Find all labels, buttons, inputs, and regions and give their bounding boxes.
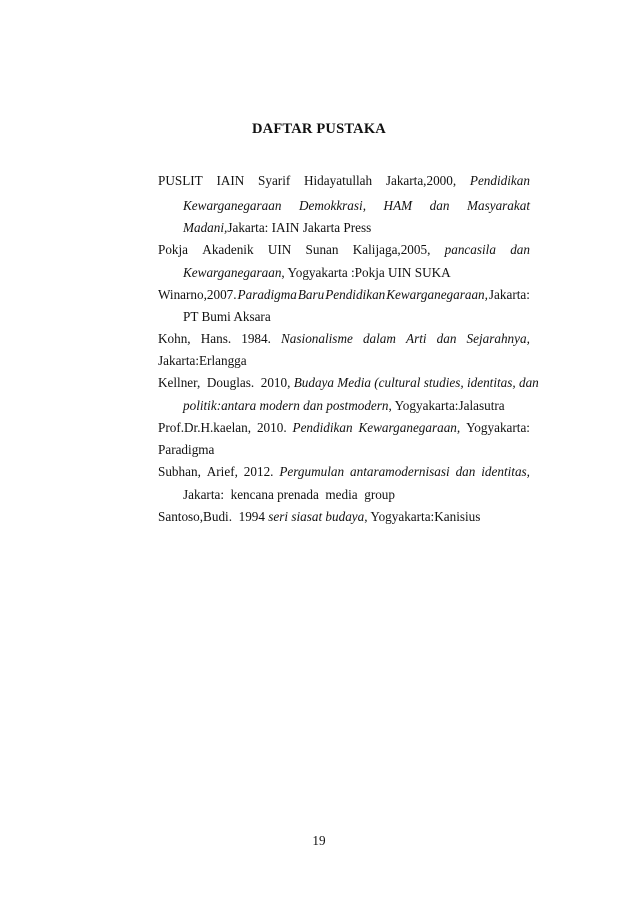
ref-author: Santoso,Budi. 1994 [158,509,269,524]
ref-title-word: dan [510,242,530,257]
reference-subhan-line-1 [158,464,530,480]
ref-word: 2012. [243,464,274,479]
ref-title-word: Nasionalisme [281,331,353,346]
reference-kellner-line-1 [158,375,539,391]
ref-publisher: Jakarta: IAIN Jakarta Press [227,220,372,235]
ref-title-word: Arti [406,331,427,346]
ref-title-word: seri siasat budaya [268,509,365,524]
ref-word: 2010. [256,420,287,435]
ref-word: Prof.Dr.H.kaelan, [158,420,252,435]
ref-title-word: identitas, [481,464,530,479]
reference-kellner-line-2 [183,398,505,414]
ref-title-word: antaramodernisasi [350,464,450,479]
ref-title-word: pancasila [444,242,496,257]
reference-kaelan-line-1 [158,420,530,436]
ref-title-word: Demokkrasi, [298,198,366,213]
ref-word: Kalijaga,2005, [352,242,431,257]
ref-word: Yogyakarta: [466,420,530,435]
ref-title-word: politik:antara modern dan postmodern [183,398,389,413]
ref-title-word: dan [436,331,457,346]
reference-pokja-line-2 [183,265,451,281]
reference-puslit-line-2 [183,198,530,214]
ref-publisher: , Yogyakarta :Pokja UIN SUKA [281,265,451,280]
ref-word: Subhan, [158,464,201,479]
ref-word: PUSLIT [158,173,203,188]
ref-publisher: , Yogyakarta:Jalasutra [388,398,505,413]
ref-word: Kohn, [158,331,191,346]
ref-title-word: Pendidikan [325,287,386,302]
ref-title-word: dalam [362,331,396,346]
reference-kohn-line-2 [158,353,247,369]
ref-publisher: Jakarta:Erlangga [158,353,247,368]
ref-word: Winarno,2007. [158,287,237,302]
ref-publisher: Jakarta: kencana prenada media group [183,487,395,502]
ref-title-word: Masyarakat [467,198,530,213]
ref-publisher: , Yogyakarta:Kanisius [364,509,481,524]
ref-title-word: dan [429,198,450,213]
ref-title-word: Kewarganegaraan, [386,287,488,302]
reference-kohn-line-1 [158,331,530,347]
ref-title-word: dan [455,464,476,479]
ref-word: Pokja [158,242,189,257]
ref-title-word: HAM [383,198,413,213]
page-number: 19 [312,833,326,848]
ref-word: Sunan [305,242,339,257]
ref-title-word: Sejarahnya, [466,331,530,346]
reference-kaelan-line-2 [158,442,214,458]
ref-word: Jakarta,2000, [385,173,457,188]
reference-subhan-line-2 [183,487,395,503]
ref-word: UIN [267,242,292,257]
ref-word: IAIN [216,173,245,188]
ref-publisher: Paradigma [158,442,215,457]
reference-puslit-line-1 [158,173,530,189]
ref-title-word: Baru [297,287,325,302]
ref-word: 1984. [241,331,271,346]
reference-santoso-line-1 [158,509,480,525]
ref-word: Syarif [258,173,291,188]
ref-word: Hidayatullah [303,173,373,188]
page-title: DAFTAR PUSTAKA [252,121,386,137]
ref-title-word: Kewarganegaraan [183,265,282,280]
reference-pokja-line-1 [158,242,530,258]
ref-title-word: Paradigma [237,287,297,302]
ref-word: Akadenik [202,242,254,257]
ref-author: Kellner, Douglas. 2010, [158,375,294,390]
ref-title-word: Budaya Media (cultural studies, identitas, dan [293,375,539,390]
ref-title-word: Pendidikan [292,420,353,435]
ref-title-word: Kewarganegaraan, [358,420,461,435]
ref-publisher: PT Bumi Aksara [183,309,271,324]
ref-title-word: Pergumulan [279,464,345,479]
ref-word: Arief, [206,464,238,479]
ref-title-word: Pendidikan [469,173,530,188]
ref-title-word: Madani, [183,220,228,235]
ref-title-word: Kewarganegaraan [183,198,282,213]
ref-word: Hans. [200,331,232,346]
reference-winarno-line-1 [158,287,530,303]
reference-winarno-line-2 [183,309,271,325]
reference-puslit-line-3 [183,220,371,236]
ref-word: Jakarta: [488,287,530,302]
